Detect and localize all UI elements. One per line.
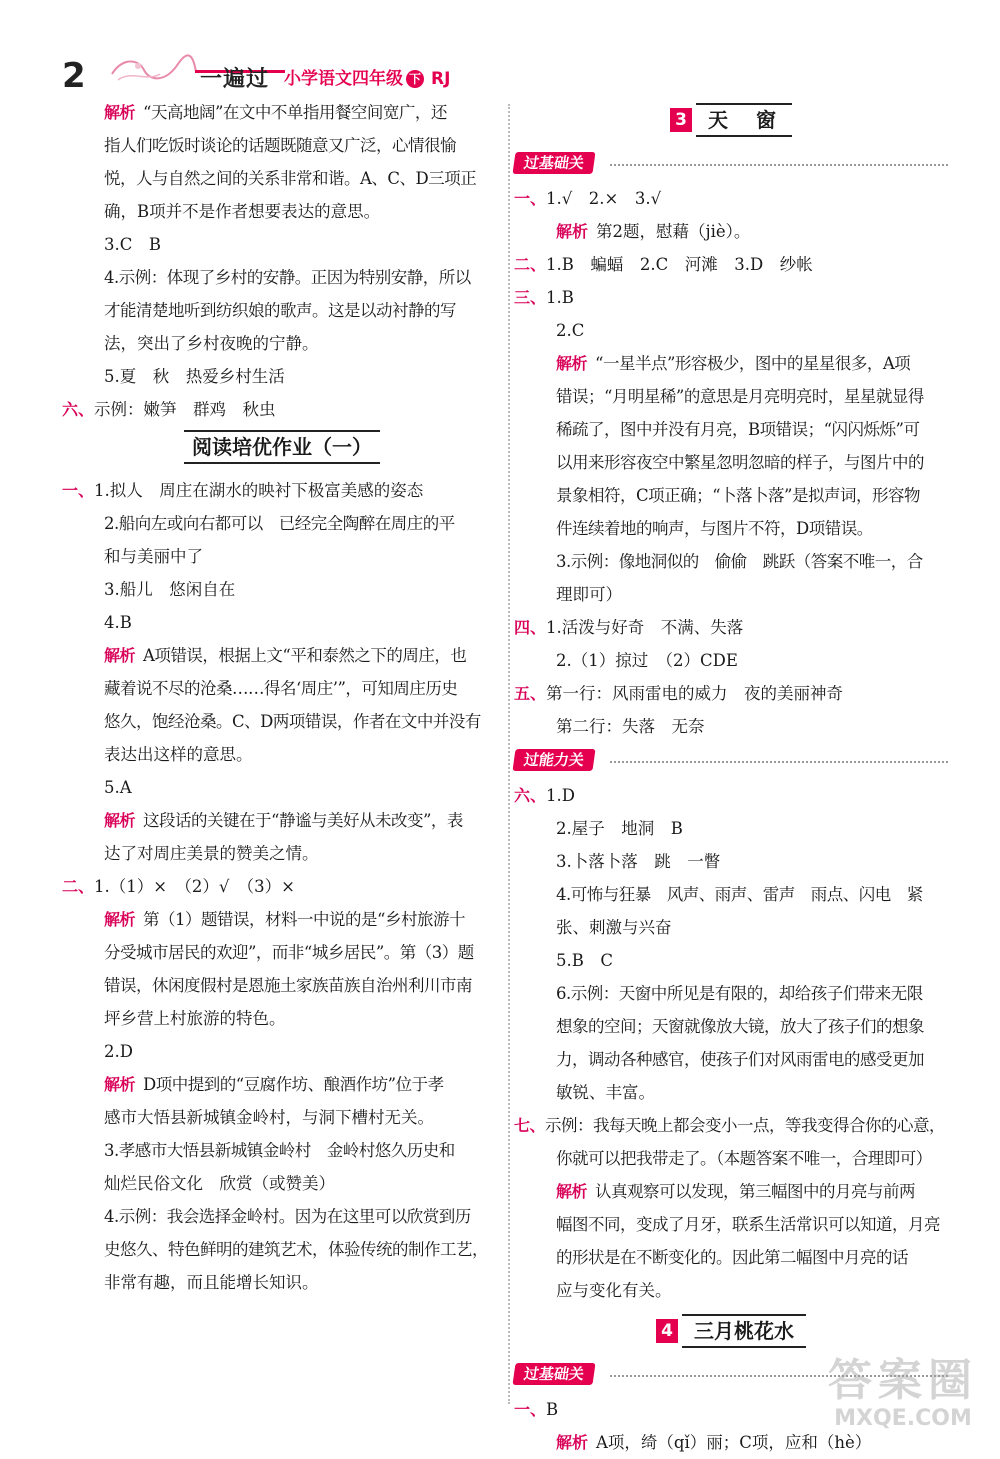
question-number: 一、 <box>62 481 95 500</box>
right-column <box>514 96 948 1459</box>
watermark-url: MXQE.COM <box>834 1406 972 1431</box>
series-name: 一遍过 <box>200 67 270 92</box>
text-line: 第二行：失落 无奈 <box>556 717 705 736</box>
text-line: 解析 D项中提到的“豆腐作坊、酿酒作坊”位于孝 <box>104 1075 444 1094</box>
text-line: 力，调动各种感官，使孩子们对风雨雷电的感受更加 <box>556 1050 924 1069</box>
text-line: 悠久，饱经沧桑。C、D两项错误，作者在文中并没有 <box>104 712 481 731</box>
analysis-label: 解析 <box>556 222 589 241</box>
answer-line: 2.船向左或向右都可以 已经完全陶醉在周庄的平 <box>104 514 455 533</box>
answer-line: 6.示例：天窗中所见是有限的，却给孩子们带来无限 <box>556 984 923 1003</box>
text-line: 达了对周庄美景的赞美之情。 <box>104 844 319 863</box>
answer-line: 3.孝感市大悟县新城镇金岭村 金岭村悠久历史和 <box>104 1141 455 1160</box>
lesson-name: 三月桃花水 <box>682 1314 806 1348</box>
answer-line: 4.可怖与狂暴 风声、雨声、雷声 雨点、闪电 紧 <box>556 885 923 904</box>
lesson-number: 3 <box>670 108 692 132</box>
answer-line: 2.C <box>556 321 585 340</box>
text-line: 你就可以把我带走了。（本题答案不唯一，合理即可） <box>556 1149 932 1168</box>
text-line: 感市大悟县新城镇金岭村，与洞下槽村无关。 <box>104 1108 434 1127</box>
answer-line: 一、B <box>514 1400 559 1419</box>
text-line: 错误，休闲度假村是恩施土家族苗族自治州利川市南 <box>104 976 472 995</box>
text-line: 和与美丽中了 <box>104 547 203 566</box>
answer-line: 2.（1）掠过 （2）CDE <box>556 651 738 670</box>
page-header <box>0 0 1000 100</box>
text-line: 解析 “一星半点”形容极少，图中的星星很多，A项 <box>556 354 911 373</box>
watermark <box>828 1356 978 1431</box>
badge-dotted-line <box>610 164 948 166</box>
answer-line: 一、1.√ 2.× 3.√ <box>514 189 662 208</box>
answer-line: 一、1.拟人 周庄在湖水的映衬下极富美感的姿态 <box>62 481 424 500</box>
text-line: 解析 A项，绮（qǐ）丽；C项，应和（hè） <box>556 1433 872 1452</box>
question-number: 五、 <box>514 684 547 703</box>
text-line: 指人们吃饭时谈论的话题既随意又广泛，心情很愉 <box>104 136 456 155</box>
text-line: 悦，人与自然之间的关系非常和谐。A、C、D三项正 <box>104 169 477 188</box>
answer-line: 三、1.B <box>514 288 574 307</box>
text-line: 景象相符，C项正确；“卜落卜落”是拟声词，形容物 <box>556 486 920 505</box>
analysis-label: 解析 <box>104 1075 136 1094</box>
left-column <box>62 96 502 1299</box>
section-badge: 过基础关 <box>512 1363 595 1385</box>
text-line: 的形状是在不断变化的。因此第二幅图中月亮的话 <box>556 1248 908 1267</box>
volume-mark: 下 <box>406 70 424 88</box>
answer-line: 二、1.B 蝙蝠 2.C 河滩 3.D 纱帐 <box>514 255 813 274</box>
section-badge-row <box>514 148 948 180</box>
text-line: 幅图不同，变成了月牙，联系生活常识可以知道，月亮 <box>556 1215 940 1234</box>
text-line: 敏锐、丰富。 <box>556 1083 655 1102</box>
text-line: 解析 A项错误，根据上文“平和泰然之下的周庄，也 <box>104 646 467 665</box>
question-number: 四、 <box>514 618 547 637</box>
analysis-label: 解析 <box>104 103 136 122</box>
answer-line: 2.屋子 地洞 B <box>556 819 683 838</box>
text-line: 非常有趣，而且能增长知识。 <box>104 1273 319 1292</box>
text-line: 张、刺激与兴奋 <box>556 918 672 937</box>
text-line: 藏着说不尽的沧桑……得名‘周庄’”，可知周庄历史 <box>104 679 458 698</box>
text-line: 理即可） <box>556 585 622 604</box>
text-line: 分受城市居民的欢迎”，而非“城乡居民”。第（3）题 <box>104 943 474 962</box>
column-divider <box>508 104 510 1404</box>
analysis-label: 解析 <box>104 910 136 929</box>
answer-line: 3.船儿 悠闲自在 <box>104 580 236 599</box>
subject-text: 小学语文四年级 <box>284 69 403 89</box>
answer-line: 5.夏 秋 热爱乡村生活 <box>104 367 285 386</box>
text-line: 确，B项并不是作者想要表达的意思。 <box>104 202 381 221</box>
text-line: 应与变化有关。 <box>556 1281 672 1300</box>
question-number: 一、 <box>514 189 547 208</box>
text-line: 坪乡营上村旅游的特色。 <box>104 1009 286 1028</box>
answer-line: 4.B <box>104 613 132 632</box>
decorative-flourish-icon <box>108 52 198 86</box>
answer-line: 2.D <box>104 1042 133 1061</box>
subject-title <box>284 64 450 89</box>
text-line: 史悠久、特色鲜明的建筑艺术，体验传统的制作工艺， <box>104 1240 488 1259</box>
text-line: 解析 “天高地阔”在文中不单指用餐空间宽广，还 <box>104 103 447 122</box>
lesson-name: 天 窗 <box>696 103 792 137</box>
analysis-label: 解析 <box>104 811 136 830</box>
text-line: 稀疏了，图中并没有月亮，B项错误；“闪闪烁烁”可 <box>556 420 920 439</box>
text-line: 法，突出了乡村夜晚的宁静。 <box>104 334 319 353</box>
question-number: 一、 <box>514 1400 547 1419</box>
analysis-label: 解析 <box>104 646 136 665</box>
text-line: 以用来形容夜空中繁星忽明忽暗的样子，与图片中的 <box>556 453 924 472</box>
text-line: 解析 认真观察可以发现，第三幅图中的月亮与前两 <box>556 1182 916 1201</box>
answer-line: 3.C B <box>104 235 161 254</box>
section-badge: 过基础关 <box>512 152 595 174</box>
analysis-label: 解析 <box>556 354 588 373</box>
answer-line: 七、示例：我每天晚上都会变小一点，等我变得合你的心意， <box>514 1116 946 1135</box>
answer-line: 六、示例：嫩笋 群鸡 秋虫 <box>62 400 276 419</box>
answer-line: 四、1.活泼与好奇 不满、失落 <box>514 618 744 637</box>
question-number: 二、 <box>62 877 95 896</box>
answer-line: 3.卜落卜落 跳 一瞥 <box>556 852 721 871</box>
watermark-title: 答案圈 <box>828 1355 978 1406</box>
question-number: 七、 <box>514 1116 546 1135</box>
answer-line: 4.示例：体现了乡村的安静。正因为特别安静，所以 <box>104 268 471 287</box>
answer-line: 二、1.（1）× （2）√ （3）× <box>62 877 295 896</box>
lesson-title <box>514 102 948 146</box>
answer-line: 六、1.D <box>514 786 575 805</box>
answer-line: 五、第一行：风雨雷电的威力 夜的美丽神奇 <box>514 684 844 703</box>
answer-line: 3.示例：像地洞似的 偷偷 跳跃（答案不唯一，合 <box>556 552 923 571</box>
badge-dotted-line <box>610 761 948 763</box>
text-line: 错误；“月明星稀”的意思是月亮明亮时，星星就显得 <box>556 387 924 406</box>
answer-line: 5.B C <box>556 951 613 970</box>
answer-line: 4.示例：我会选择金岭村。因为在这里可以欣赏到历 <box>104 1207 471 1226</box>
text-line: 件连续着地的响声，与图片不符，D项错误。 <box>556 519 873 538</box>
lesson-number: 4 <box>656 1319 678 1343</box>
analysis-label: 解析 <box>556 1433 589 1452</box>
section-title: 阅读培优作业（一） <box>62 430 502 468</box>
text-line: 解析 这段话的关键在于“静谧与美好从未改变”，表 <box>104 811 463 830</box>
question-number: 六、 <box>514 786 547 805</box>
question-number: 三、 <box>514 288 547 307</box>
analysis-label: 解析 <box>556 1182 588 1201</box>
text-line: 想象的空间；天窗就像放大镜，放大了孩子们的想象 <box>556 1017 924 1036</box>
page-number: 2 <box>62 56 86 96</box>
lesson-title <box>514 1313 948 1357</box>
text-line: 才能清楚地听到纺织娘的歌声。这是以动衬静的写 <box>104 301 456 320</box>
text-line: 表达出这样的意思。 <box>104 745 253 764</box>
text-line: 解析 第2题，慰藉（jiè）。 <box>556 222 751 241</box>
question-number: 二、 <box>514 255 547 274</box>
text-line: 解析 第（1）题错误，材料一中说的是“乡村旅游十 <box>104 910 465 929</box>
text-line: 灿烂民俗文化 欣赏（或赞美） <box>104 1174 335 1193</box>
edition-mark: RJ <box>431 69 451 89</box>
section-badge: 过能力关 <box>512 749 595 771</box>
question-number: 六、 <box>62 400 95 419</box>
answer-line: 5.A <box>104 778 132 797</box>
section-badge-row <box>514 745 948 777</box>
